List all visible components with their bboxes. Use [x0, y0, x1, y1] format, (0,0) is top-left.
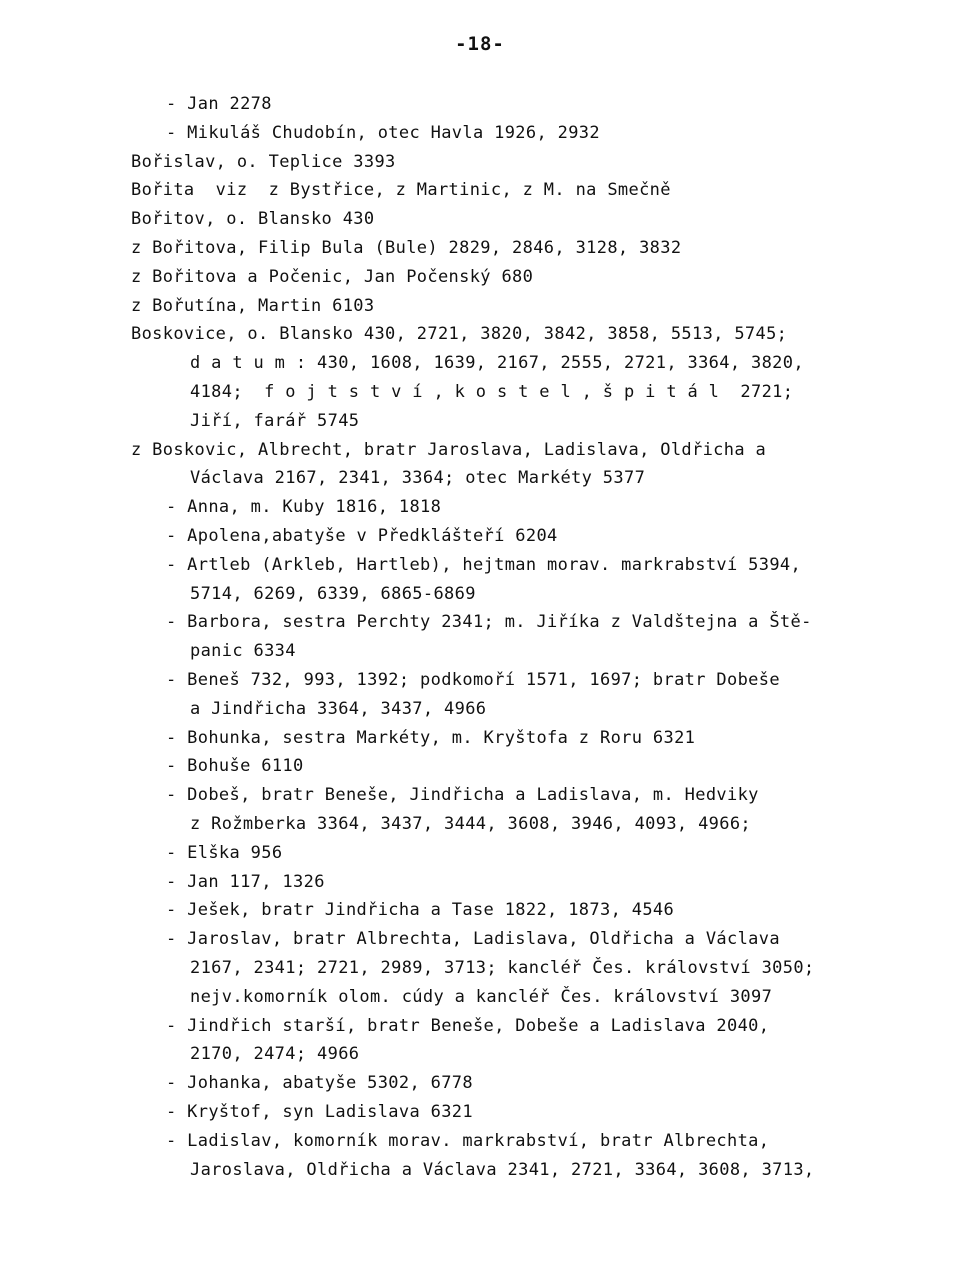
index-subentry: - Anna, m. Kuby 1816, 1818 — [166, 497, 442, 518]
index-continuation: Jiří, farář 5745 — [190, 410, 360, 431]
index-entry: Bořitov, o. Blansko 430 — [131, 209, 375, 230]
index-continuation: a Jindřicha 3364, 3437, 4966 — [190, 698, 487, 719]
index-continuation: panic 6334 — [190, 641, 296, 662]
page-number: -18- — [455, 33, 505, 55]
index-continuation: nejv.komorník olom. cúdy a kancléř Čes. království 3097 — [190, 986, 773, 1007]
index-entry: Boskovice, o. Blansko 430, 2721, 3820, 3842, 3858, 5513, 5745; — [131, 324, 788, 345]
index-continuation: 5714, 6269, 6339, 6865-6869 — [190, 583, 476, 604]
index-subentry: - Bohuše 6110 — [166, 756, 304, 777]
index-entry: z Bořitova a Počenic, Jan Počenský 680 — [131, 266, 534, 287]
index-subentry: - Artleb (Arkleb, Hartleb), hejtman morav. markrabství 5394, — [166, 554, 802, 575]
index-subentry: - Jindřich starší, bratr Beneše, Dobeše a Ladislava 2040, — [166, 1015, 770, 1036]
index-subentry: - Johanka, abatyše 5302, 6778 — [166, 1073, 473, 1094]
index-subentry: - Bohunka, sestra Markéty, m. Kryštofa z Roru 6321 — [166, 727, 696, 748]
index-subentry: - Dobeš, bratr Beneše, Jindřicha a Ladislava, m. Hedviky — [166, 785, 759, 806]
index-subentry: - Kryštof, syn Ladislava 6321 — [166, 1102, 473, 1122]
index-entry: Bořislav, o. Teplice 3393 — [131, 151, 396, 172]
index-subentry: - Apolena,abatyše v Předklášteří 6204 — [166, 526, 558, 546]
index-entry: z Bořutína, Martin 6103 — [131, 295, 375, 316]
index-entry: z Boskovic, Albrecht, bratr Jaroslava, Ladislava, Oldřicha a — [131, 439, 767, 460]
index-subentry: - Ladislav, komorník morav. markrabství, bratr Albrechta, — [166, 1130, 770, 1151]
index-continuation: d a t u m : 430, 1608, 1639, 2167, 2555, 2721, 3364, 3820, — [190, 353, 804, 374]
index-continuation: 4184; f o j t s t v í , k o s t e l , š p i t á l 2721; — [190, 382, 794, 402]
index-continuation: z Rožmberka 3364, 3437, 3444, 3608, 3946, 4093, 4966; — [190, 814, 751, 834]
index-subentry: - Mikuláš Chudobín, otec Havla 1926, 2932 — [166, 122, 600, 143]
index-subentry: - Elška 956 — [166, 842, 283, 863]
index-entry: Bořita viz z Bystřice, z Martinic, z M. na Smečně — [131, 180, 671, 201]
index-continuation: Jaroslava, Oldřicha a Václava 2341, 2721, 3364, 3608, 3713, — [190, 1159, 815, 1180]
index-subentry: - Ješek, bratr Jindřicha a Tase 1822, 1873, 4546 — [166, 900, 675, 921]
index-continuation: 2167, 2341; 2721, 2989, 3713; kancléř Čes. království 3050; — [190, 958, 815, 978]
index-subentry: - Beneš 732, 993, 1392; podkomoří 1571, 1697; bratr Dobeše — [166, 670, 780, 690]
index-subentry: - Jan 2278 — [166, 94, 272, 114]
index-subentry: - Jan 117, 1326 — [166, 871, 325, 892]
index-continuation: Václava 2167, 2341, 3364; otec Markéty 5377 — [190, 468, 646, 489]
index-subentry: - Barbora, sestra Perchty 2341; m. Jiříka z Valdštejna a Ště- — [166, 612, 812, 633]
index-entry: z Bořitova, Filip Bula (Bule) 2829, 2846, 3128, 3832 — [131, 238, 682, 258]
index-continuation: 2170, 2474; 4966 — [190, 1044, 360, 1065]
index-subentry: - Jaroslav, bratr Albrechta, Ladislava, Oldřicha a Václava — [166, 929, 780, 950]
